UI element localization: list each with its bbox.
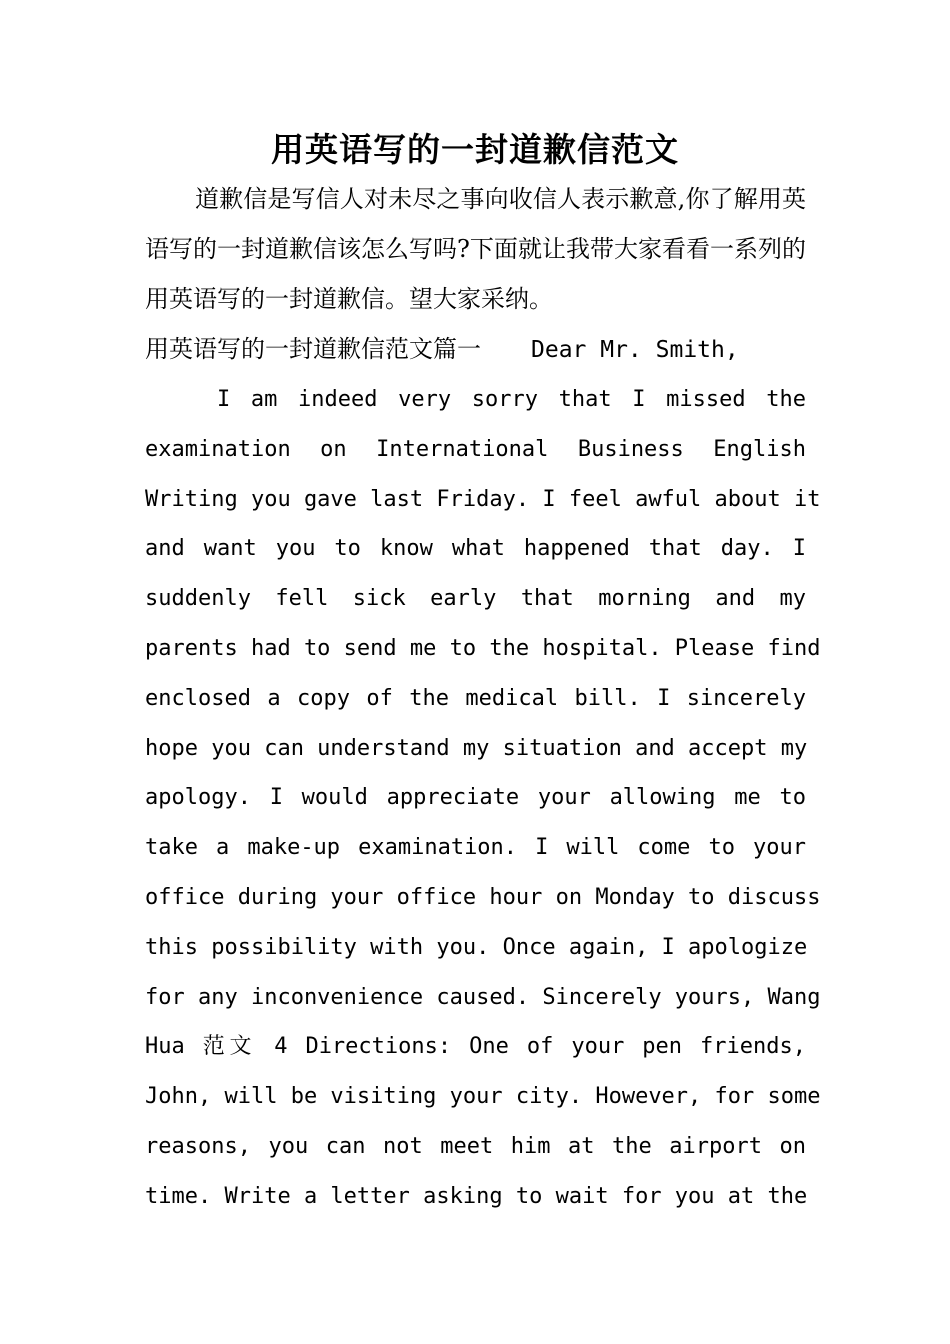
body-line: Writing you gave last Friday. I feel awful about it [145, 486, 821, 512]
body-line: for any inconvenience caused. Sincerely yours, Wang [145, 984, 821, 1010]
document-content [145, 174, 821, 1222]
body-line: time. Write a letter asking to wait for you at the [145, 1183, 808, 1209]
section-heading: 用英语写的一封道歉信范文篇一 [145, 335, 481, 363]
body-line: take a make-up examination. I will come to your [145, 835, 806, 861]
body-line: parents had to send me to the hospital. Please find [145, 635, 821, 661]
intro-paragraph: 道歉信是写信人对未尽之事向收信人表示歉意,你了解用英语写的一封道歉信该怎么写吗?下面就让我带大家看看一系列的用英语写的一封道歉信。望大家采纳。 [145, 185, 806, 313]
body-line: office during your office hour on Monday to discuss [145, 884, 821, 910]
body-line: John, will be visiting your city. However, for some [145, 1084, 821, 1110]
body-line: suddenly fell sick early that morning and my [145, 586, 806, 612]
body-line: and want you to know what happened that day. I [145, 536, 806, 562]
body-line: Hua 范文 4 Directions: One of your pen friends, [145, 1034, 806, 1060]
section-heading-line [145, 324, 806, 375]
body-line: enclosed a copy of the medical bill. I sincerely [145, 685, 806, 711]
body-line: reasons, you can not meet him at the airport on [145, 1133, 806, 1159]
document-title: 用英语写的一封道歉信范文 [271, 130, 679, 169]
body-line: examination on International Business English [145, 436, 806, 462]
salutation: Dear Mr. Smith, [531, 337, 739, 363]
body-line: hope you can understand my situation and accept my [145, 735, 808, 761]
body-line: I am indeed very sorry that I missed the [217, 387, 806, 412]
letter-body [145, 375, 821, 1222]
body-line: apology. I would appreciate your allowing me to [145, 785, 806, 811]
body-line: this possibility with you. Once again, I apologize [145, 934, 808, 960]
